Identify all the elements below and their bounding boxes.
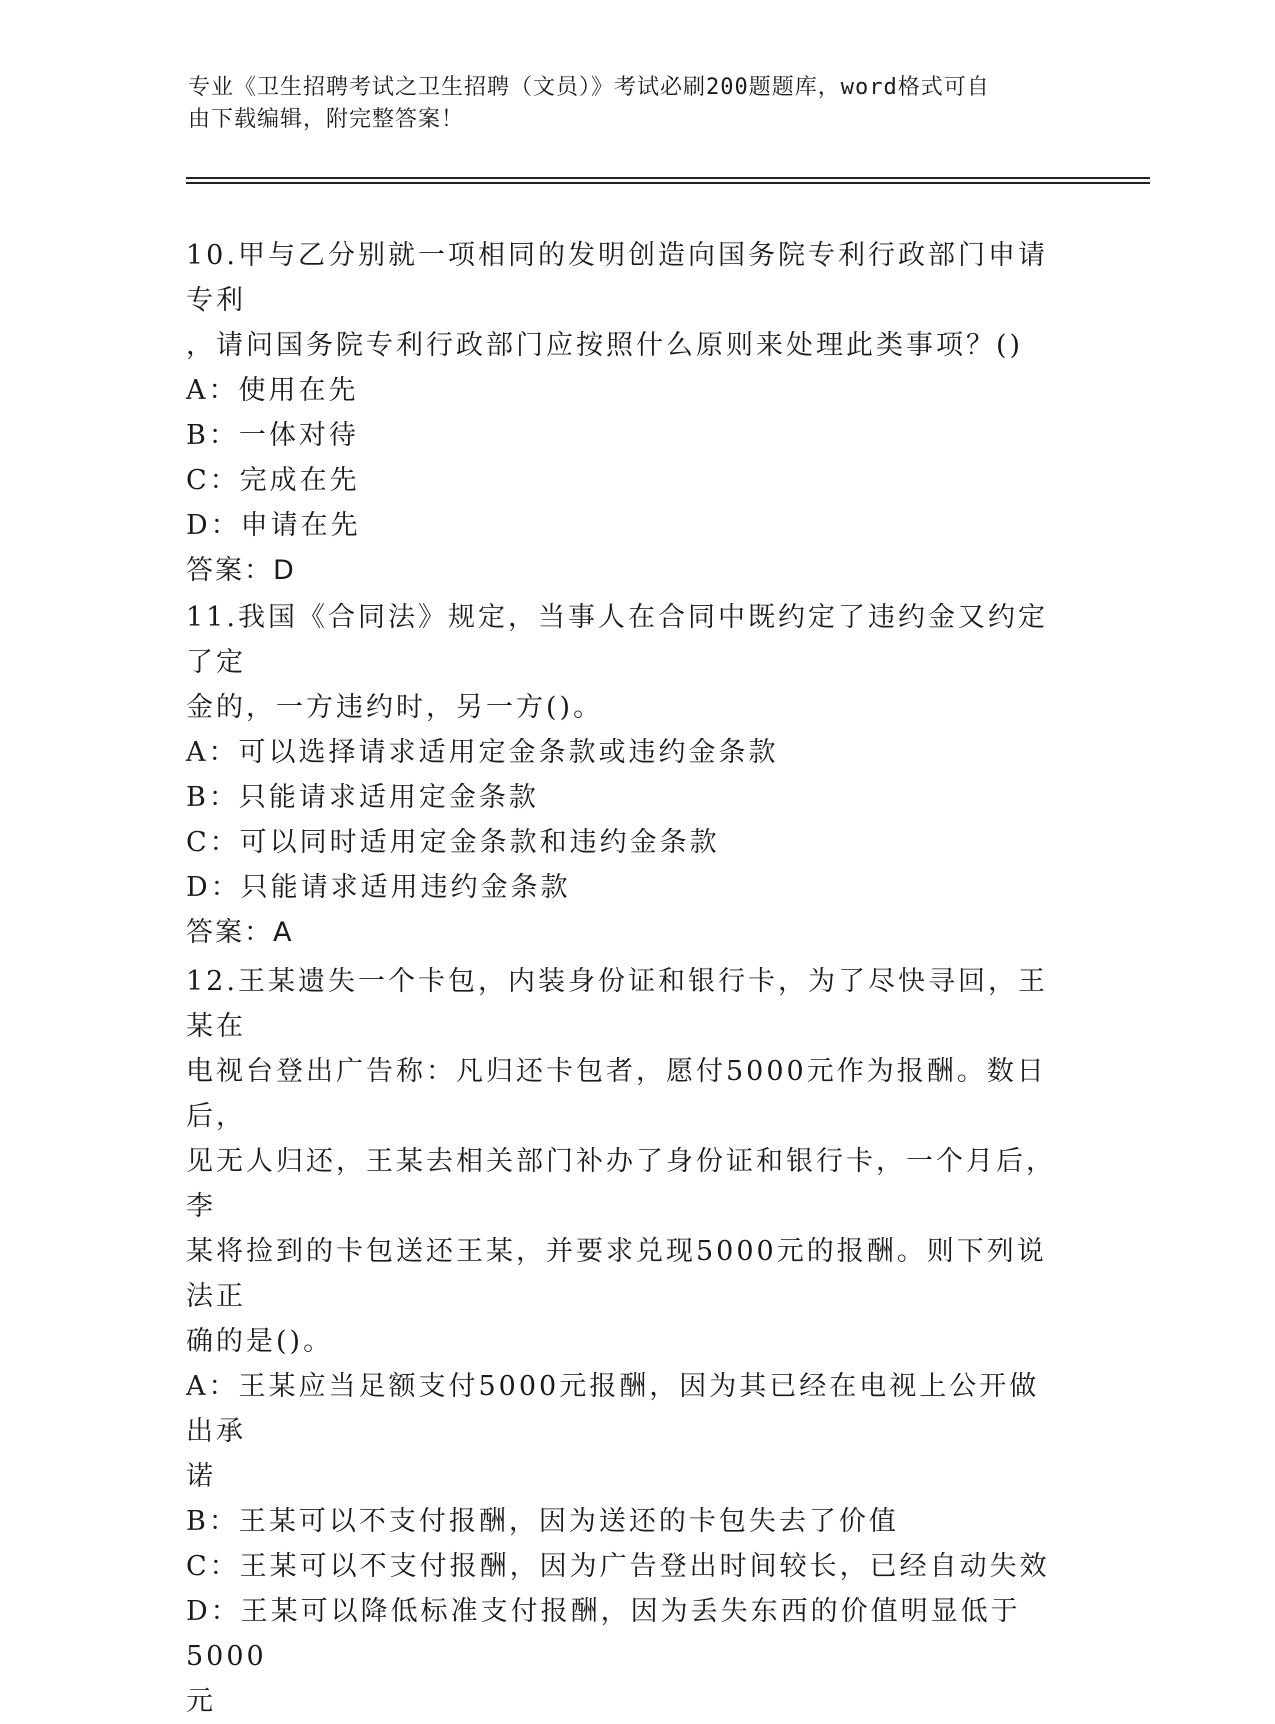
option-d: D：申请在先 (186, 510, 361, 541)
question-stem-line: 电视台登出广告称：凡归还卡包者，愿付5000元作为报酬。数日后， (186, 1056, 1047, 1132)
header-divider-top (186, 177, 1150, 179)
question-11 (186, 595, 1066, 955)
question-stem-line: 见无人归还，王某去相关部门补办了身份证和银行卡，一个月后，李 (186, 1146, 1056, 1222)
option-a: A：使用在先 (186, 375, 359, 406)
question-10 (186, 233, 1066, 593)
option-b: B：只能请求适用定金条款 (186, 782, 539, 813)
question-stem-line: 金的，一方违约时，另一方()。 (186, 692, 604, 723)
answer-label: 答案：D (186, 555, 296, 586)
option-d: D：只能请求适用违约金条款 (186, 872, 571, 903)
header-line-2: 由下载编辑，附完整答案！ (188, 107, 465, 132)
option-b: B：一体对待 (186, 420, 359, 451)
question-stem-line: 某将捡到的卡包送还王某，并要求兑现5000元的报酬。则下列说法正 (186, 1236, 1047, 1312)
question-stem-line: 确的是()。 (186, 1326, 334, 1357)
question-stem-line: 12.王某遗失一个卡包，内装身份证和银行卡，为了尽快寻回，王某在 (186, 966, 1048, 1042)
option-d-continued: 元 (186, 1686, 216, 1717)
option-a-continued: 诺 (186, 1461, 216, 1492)
answer-label: 答案：A (186, 917, 294, 948)
option-c: C：可以同时适用定金条款和违约金条款 (186, 827, 720, 858)
option-d: D：王某可以降低标准支付报酬，因为丢失东西的价值明显低于5000 (186, 1596, 1021, 1672)
document-header (188, 72, 1068, 136)
question-stem-line: 11.我国《合同法》规定，当事人在合同中既约定了违约金又约定了定 (186, 602, 1048, 678)
question-12 (186, 959, 1066, 1724)
option-c: C：完成在先 (186, 465, 360, 496)
option-b: B：王某可以不支付报酬，因为送还的卡包失去了价值 (186, 1506, 899, 1537)
option-a: A：王某应当足额支付5000元报酬，因为其已经在电视上公开做出承 (186, 1371, 1040, 1447)
question-stem-line: 10.甲与乙分别就一项相同的发明创造向国务院专利行政部门申请专利 (186, 240, 1048, 316)
question-stem-line: ，请问国务院专利行政部门应按照什么原则来处理此类事项？() (186, 330, 1024, 361)
header-line-1: 专业《卫生招聘考试之卫生招聘（文员）》考试必刷200题题库，word格式可自 (188, 75, 990, 100)
option-a: A：可以选择请求适用定金条款或违约金条款 (186, 737, 779, 768)
header-divider-bottom (186, 182, 1150, 184)
option-c: C：王某可以不支付报酬，因为广告登出时间较长，已经自动失效 (186, 1551, 1050, 1582)
